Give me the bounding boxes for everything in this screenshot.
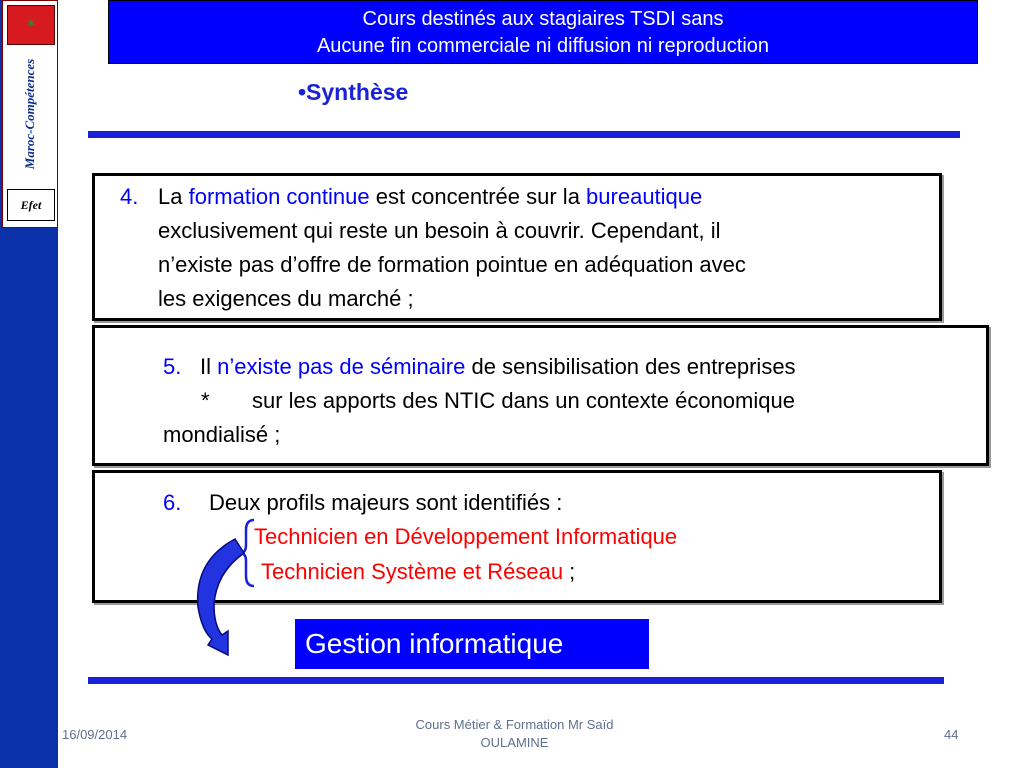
item-4-line-2: exclusivement qui reste un besoin à couvrir. Cependant, il bbox=[158, 218, 721, 243]
item-6-number: 6. bbox=[163, 490, 182, 515]
item-6-line-1: Deux profils majeurs sont identifiés : bbox=[209, 490, 563, 515]
item-4-number: 4. bbox=[120, 184, 139, 209]
top-divider bbox=[88, 131, 960, 138]
item-5-text bbox=[163, 350, 796, 452]
item-4-line-4: les exigences du marché ; bbox=[158, 286, 414, 311]
profile-2 bbox=[261, 555, 575, 589]
gestion-informatique-label: Gestion informatique bbox=[295, 619, 649, 669]
header-line-2: Aucune fin commerciale ni diffusion ni reproduction bbox=[316, 35, 770, 57]
footer-center-line-2: OULAMINE bbox=[480, 735, 549, 750]
item-5-highlight-seminaire: n’existe pas de séminaire bbox=[217, 354, 466, 379]
item-4-text-part: est concentrée sur la bbox=[369, 184, 587, 209]
section-title: •Synthèse bbox=[298, 79, 409, 105]
page-number: 44 bbox=[944, 727, 959, 742]
logo-brand-text: Maroc-Compétences bbox=[22, 58, 37, 170]
item-5-text-part: Il bbox=[200, 354, 218, 379]
item-4-text bbox=[120, 180, 746, 316]
item-5-line-3: mondialisé ; bbox=[163, 422, 281, 447]
item-5-number: 5. bbox=[163, 354, 182, 379]
item-4-text-part: La bbox=[158, 184, 189, 209]
curved-arrow-icon bbox=[188, 535, 248, 660]
item-5-line-2: sur les apports des NTIC dans un contexte économique bbox=[252, 388, 795, 413]
item-5-bullet-star: * bbox=[201, 388, 210, 413]
logo-efet: Efet bbox=[7, 189, 55, 221]
footer-date: 16/09/2014 bbox=[62, 727, 128, 742]
profile-2-label: Technicien Système et Réseau bbox=[261, 559, 564, 584]
profile-2-suffix: ; bbox=[563, 559, 576, 584]
item-4-line-3: n’existe pas d’offre de formation pointue en adéquation avec bbox=[158, 252, 746, 277]
logo-brand bbox=[9, 49, 51, 179]
item-4-highlight-formation: formation continue bbox=[188, 184, 370, 209]
bottom-divider bbox=[88, 677, 944, 684]
item-5-text-part: de sensibilisation des entreprises bbox=[465, 354, 796, 379]
flag-emblem bbox=[7, 5, 55, 45]
item-4-highlight-bureautique: bureautique bbox=[586, 184, 703, 209]
star-icon: ✶ bbox=[25, 15, 37, 31]
item-6-text bbox=[163, 486, 562, 519]
footer-center bbox=[372, 716, 657, 752]
header-banner bbox=[108, 0, 978, 64]
logo bbox=[2, 0, 58, 228]
header-line-1: Cours destinés aux stagiaires TSDI sans bbox=[362, 8, 724, 30]
footer-center-line-1: Cours Métier & Formation Mr Saïd bbox=[415, 717, 614, 732]
profile-1: Technicien en Développement Informatique bbox=[254, 524, 678, 549]
